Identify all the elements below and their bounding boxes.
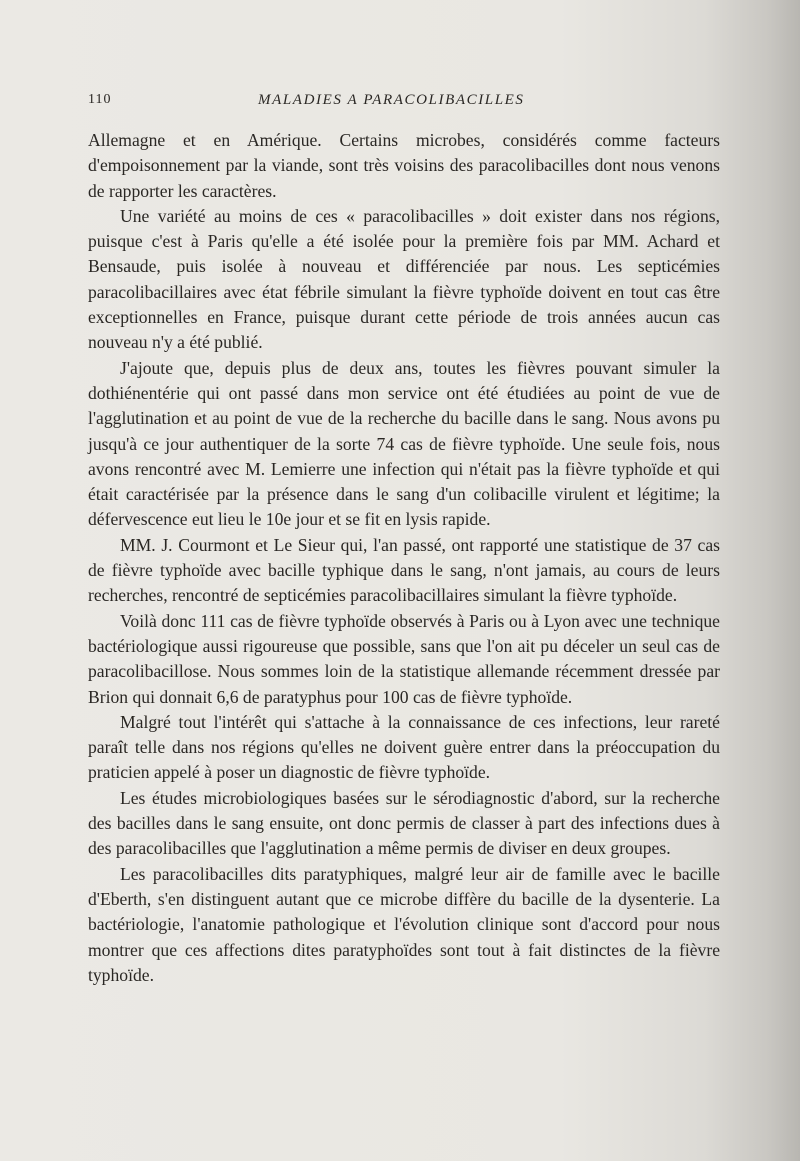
paragraph: Allemagne et en Amérique. Certains microbes, considérés comme facteurs d'empoisonnement par la viande, sont très voisins des paracolibacilles dont nous venons de rapporter les caractères. (88, 130, 720, 201)
paragraph: Malgré tout l'intérêt qui s'attache à la connaissance de ces infections, leur rareté paraît telle dans nos régions qu'elles ne doivent guère entrer dans la préoccupation du praticien appelé à poser un diagnostic de fièvre typhoïde. (88, 711, 720, 783)
paragraph: Les paracolibacilles dits paratyphiques, malgré leur air de famille avec le bacille d'Eberth, s'en distinguent autant que ce microbe diffère du bacille de la dysenterie. La bactériologie, l'anatomie pathologique et l'évolution clinique sont d'accord pour nous montrer que ces affections dites paratyphoïdes sont tout à fait distinctes de la fièvre typhoïde. (88, 863, 720, 985)
paragraph: MM. J. Courmont et Le Sieur qui, l'an passé, ont rapporté une statistique de 37 cas de fièvre typhoïde avec bacille typhique dans le sang, n'ont jamais, au cours de leurs recherches, rencontré de septicémies paracolibacillaires simulant la fièvre typhoïde. (88, 534, 720, 606)
paragraph: J'ajoute que, depuis plus de deux ans, toutes les fièvres pouvant simuler la dothiénentérie qui ont passé dans mon service ont été étudiées au point de vue de l'agglutination et au point de vue de la recherche du bacille dans le sang. Nous avons pu jusqu'à ce jour authentiquer de la sorte 74 cas de fièvre typhoïde. Une seule fois, nous avons rencontré avec M. Lemierre une infection qui n'était pas la fièvre typhoïde et qui était caractérisée par la présence dans le sang d'un colibacille virulent et légitime; la défervescence eut lieu le 10e jour et se fit en lysis rapide. (88, 357, 720, 530)
paragraph: Une variété au moins de ces « paracolibacilles » doit exister dans nos régions, puisque c'est à Paris qu'elle a été isolée pour la première fois par MM. Achard et Bensaude, puis isolée à nouveau et différenciée par nous. Les septicémies paracolibacillaires avec état fébrile simulant la fièvre typhoïde doivent en tout cas être exceptionnelles en France, puisque durant cette période de trois années aucun cas nouveau n'y a été publié. (88, 205, 720, 353)
running-title: MALADIES A PARACOLIBACILLES (258, 92, 525, 108)
paragraph: Voilà donc 111 cas de fièvre typhoïde observés à Paris ou à Lyon avec une technique bactériologique aussi rigoureuse que possible, sans que l'on ait pu déceler un seul cas de paracolibacillose. Nous sommes loin de la statistique allemande récemment dressée par Brion qui donnait 6,6 de paratyphus pour 100 cas de fièvre typhoïde. (88, 610, 720, 707)
page-number: 110 (88, 92, 112, 107)
body-text (88, 128, 720, 988)
page-header (88, 92, 718, 114)
paragraph: Les études microbiologiques basées sur le sérodiagnostic d'abord, sur la recherche des bacilles dans le sang ensuite, ont donc permis de classer à part des infections dues à des paracolibacilles que l'agglutination a même permis de diviser en deux groupes. (88, 787, 720, 859)
